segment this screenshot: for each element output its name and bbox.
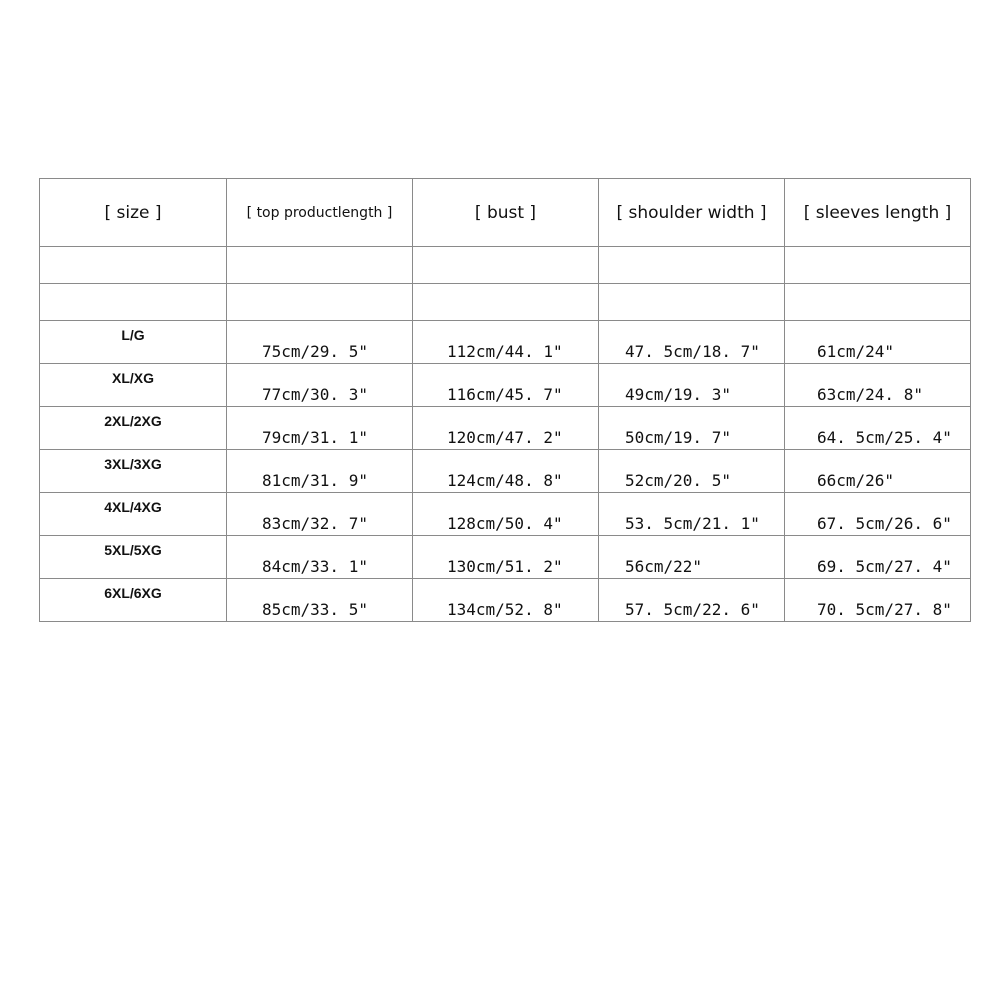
header-size: [ size ]	[40, 179, 227, 247]
empty-row	[40, 247, 971, 284]
size-label: XL/XG	[40, 364, 227, 407]
bust-value: 120cm/47. 2"	[413, 407, 599, 450]
size-chart-table	[39, 178, 971, 622]
top-length-value: 85cm/33. 5"	[227, 579, 413, 622]
shoulder-width-value: 53. 5cm/21. 1"	[599, 493, 785, 536]
sleeves-length-value: 63cm/24. 8"	[785, 364, 971, 407]
empty-cell	[785, 284, 971, 321]
empty-cell	[40, 247, 227, 284]
empty-row	[40, 284, 971, 321]
size-label: L/G	[40, 321, 227, 364]
empty-cell	[227, 247, 413, 284]
empty-cell	[785, 247, 971, 284]
header-bust: [ bust ]	[413, 179, 599, 247]
bust-value: 134cm/52. 8"	[413, 579, 599, 622]
shoulder-width-value: 47. 5cm/18. 7"	[599, 321, 785, 364]
bust-value: 124cm/48. 8"	[413, 450, 599, 493]
table-row	[40, 450, 971, 493]
size-label: 5XL/5XG	[40, 536, 227, 579]
empty-cell	[40, 284, 227, 321]
size-label: 3XL/3XG	[40, 450, 227, 493]
table-row	[40, 407, 971, 450]
header-top-product-length: [ top productlength ]	[227, 179, 413, 247]
empty-cell	[599, 247, 785, 284]
sleeves-length-value: 67. 5cm/26. 6"	[785, 493, 971, 536]
empty-cell	[227, 284, 413, 321]
sleeves-length-value: 64. 5cm/25. 4"	[785, 407, 971, 450]
table-header-row	[40, 179, 971, 247]
table-row	[40, 536, 971, 579]
bust-value: 128cm/50. 4"	[413, 493, 599, 536]
empty-cell	[599, 284, 785, 321]
top-length-value: 83cm/32. 7"	[227, 493, 413, 536]
top-length-value: 81cm/31. 9"	[227, 450, 413, 493]
table-row	[40, 493, 971, 536]
empty-cell	[413, 247, 599, 284]
bust-value: 130cm/51. 2"	[413, 536, 599, 579]
table-row	[40, 579, 971, 622]
table-row	[40, 321, 971, 364]
shoulder-width-value: 49cm/19. 3"	[599, 364, 785, 407]
size-label: 4XL/4XG	[40, 493, 227, 536]
top-length-value: 84cm/33. 1"	[227, 536, 413, 579]
size-label: 6XL/6XG	[40, 579, 227, 622]
sleeves-length-value: 69. 5cm/27. 4"	[785, 536, 971, 579]
size-label: 2XL/2XG	[40, 407, 227, 450]
sleeves-length-value: 70. 5cm/27. 8"	[785, 579, 971, 622]
shoulder-width-value: 56cm/22"	[599, 536, 785, 579]
header-sleeves-length: [ sleeves length ]	[785, 179, 971, 247]
top-length-value: 75cm/29. 5"	[227, 321, 413, 364]
header-shoulder-width: [ shoulder width ]	[599, 179, 785, 247]
shoulder-width-value: 57. 5cm/22. 6"	[599, 579, 785, 622]
table-row	[40, 364, 971, 407]
bust-value: 112cm/44. 1"	[413, 321, 599, 364]
sleeves-length-value: 61cm/24"	[785, 321, 971, 364]
top-length-value: 79cm/31. 1"	[227, 407, 413, 450]
bust-value: 116cm/45. 7"	[413, 364, 599, 407]
shoulder-width-value: 50cm/19. 7"	[599, 407, 785, 450]
shoulder-width-value: 52cm/20. 5"	[599, 450, 785, 493]
empty-cell	[413, 284, 599, 321]
top-length-value: 77cm/30. 3"	[227, 364, 413, 407]
sleeves-length-value: 66cm/26"	[785, 450, 971, 493]
